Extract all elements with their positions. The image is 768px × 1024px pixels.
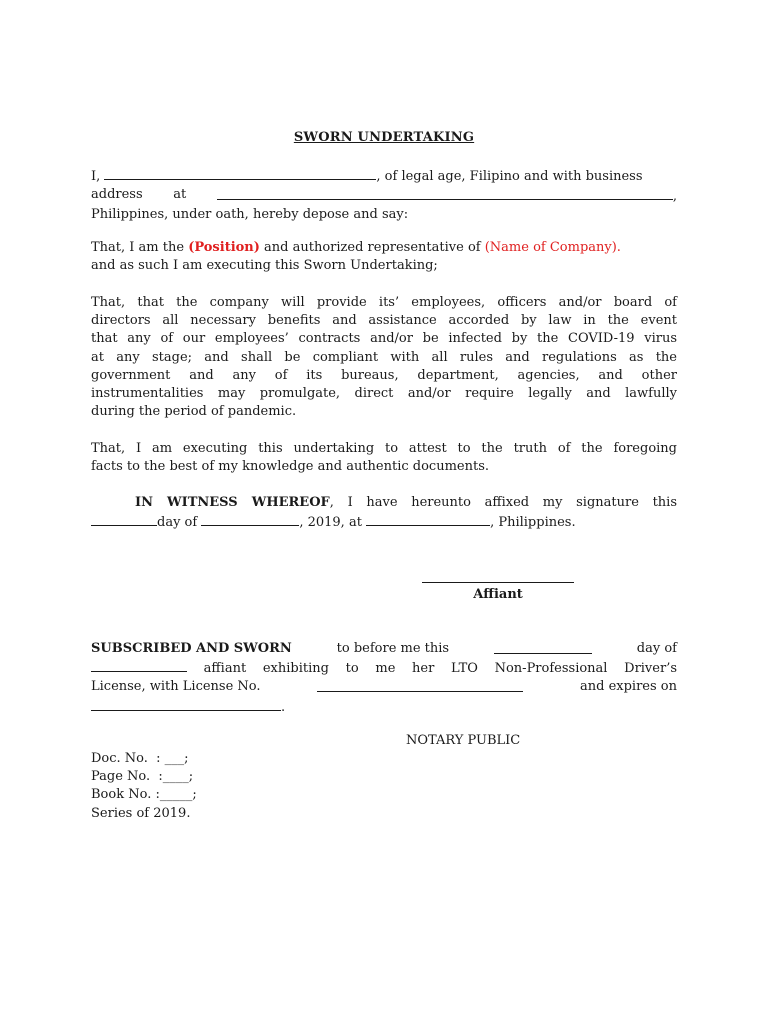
document-title: SWORN UNDERTAKING [293, 130, 475, 145]
undertaking-line: that any of our employees’ contracts and/or be infected by the COVID-19 virus [91, 331, 677, 347]
undertaking-line: directors all necessary benefits and assistance accorded by law in the event [91, 313, 677, 329]
subscribed-line-3: License, with License No. and expires on [91, 679, 677, 695]
subscribed-line-1: SUBSCRIBED AND SWORN to before me this day of [91, 640, 677, 658]
attest-line-1: That, I am executing this undertaking to attest to the truth of the foregoing [91, 441, 677, 456]
identity-line-3: Philippines, under oath, hereby depose and say: [91, 207, 409, 223]
attest-line-2: facts to the best of my knowledge and authentic documents. [91, 459, 489, 475]
doc-number: Doc. No. : ___; [91, 751, 189, 766]
page-number: Page No. :____; [91, 769, 194, 785]
paragraph-position [91, 239, 677, 275]
undertaking-line: government and any of its bureaus, department, agencies, and other [91, 367, 677, 383]
day-blank [91, 512, 157, 526]
notarial-register-info [91, 750, 197, 823]
license-number-blank [317, 678, 523, 692]
position-placeholder: (Position) [188, 240, 260, 255]
sworn-day-blank [494, 640, 592, 654]
place-blank [366, 512, 490, 526]
undertaking-line: during the period of pandemic. [91, 404, 297, 420]
series-year: Series of 2019. [91, 805, 191, 821]
subscribed-line-2: affiant exhibiting to me her LTO Non-Professional Driver’s [91, 658, 677, 678]
sworn-month-blank [91, 658, 187, 672]
paragraph-subscribed [91, 640, 677, 717]
position-line-2: and as such I am executing this Sworn Undertaking; [91, 258, 438, 274]
address-blank [217, 186, 673, 200]
month-blank [201, 512, 299, 526]
undertaking-line: at any stage; and shall be compliant with all rules and regulations as the [91, 349, 677, 365]
paragraph-identity [91, 166, 677, 225]
subscribed-line-4: . [91, 697, 677, 717]
company-name-placeholder: (Name of Company). [484, 240, 621, 255]
identity-line-2: address at , [91, 187, 677, 205]
paragraph-witness [91, 494, 677, 532]
paragraph-undertaking [91, 294, 677, 421]
undertaking-line: That, that the company will provide its’ employees, officers and/or board of [91, 295, 677, 310]
witness-line-2: day of , 2019, at , Philippines. [91, 512, 677, 532]
position-line-1: That, I am the (Position) and authorized representative of (Name of Company). [91, 240, 621, 255]
expiry-blank [91, 697, 281, 711]
witness-heading: IN WITNESS WHEREOF [135, 495, 330, 510]
identity-line-1: I, , of legal age, Filipino and with business [91, 166, 677, 186]
subscribed-heading: SUBSCRIBED AND SWORN [91, 641, 292, 656]
name-blank [104, 166, 376, 180]
notary-public-label: NOTARY PUBLIC [406, 733, 521, 748]
affiant-signature-line [422, 582, 574, 583]
affiant-label: Affiant [473, 587, 523, 602]
undertaking-line: instrumentalities may promulgate, direct and/or require legally and lawfully [91, 386, 677, 402]
witness-line-1: IN WITNESS WHEREOF, I have hereunto affixed my signature this [135, 495, 677, 510]
book-number: Book No. :_____; [91, 787, 197, 803]
paragraph-attest [91, 440, 677, 476]
